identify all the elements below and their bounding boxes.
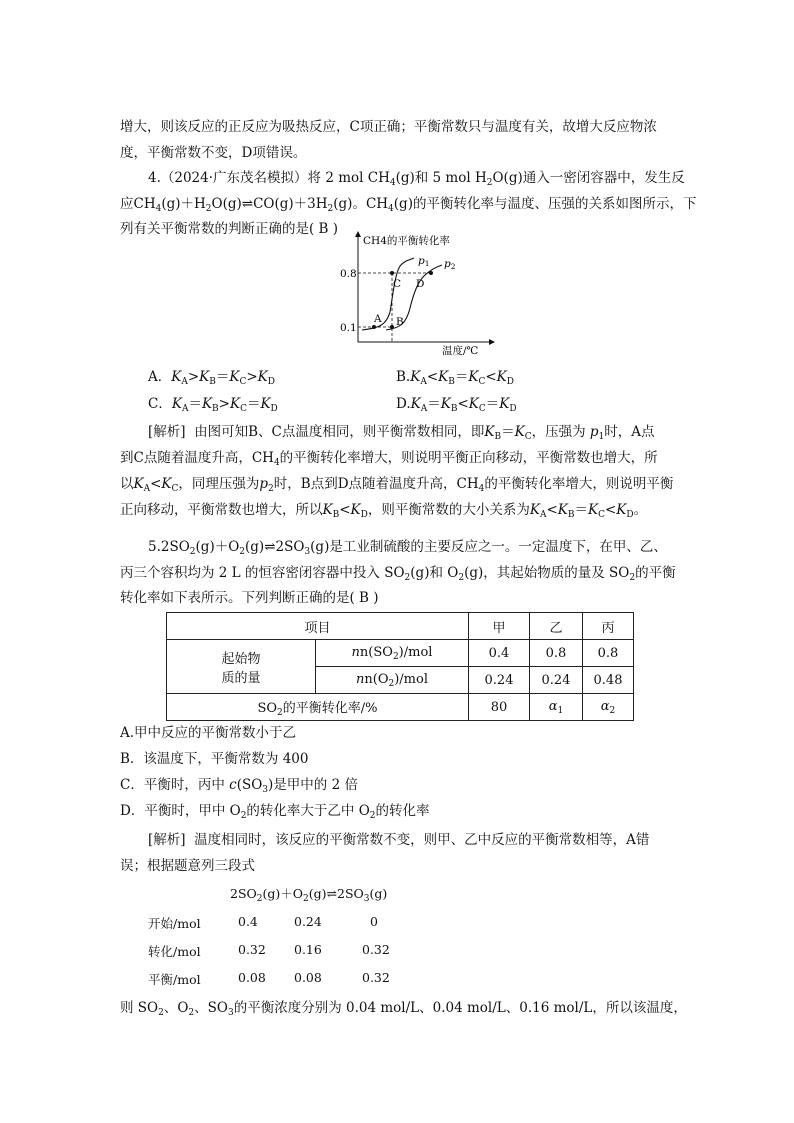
point-label-B: B [396,316,404,328]
table-row [167,640,634,667]
table-cell: $nn(O_2)$/mol [316,667,469,694]
table-header-cell: 乙 [530,613,583,640]
point-A [372,325,376,329]
point-label-C: C [393,278,402,290]
table-cell: 起始物 质的量 [167,640,316,694]
analysis-line: 到C点随着温度升高，$CH_4$的平衡转化率增大，则说明平衡正向移动，平衡常数也增大，所 [120,450,658,468]
question-4-line: 4.（2024·广东茂名模拟）将 2 mol $CH_4(g)$和 5 mol $H_2O(g)$通入一密闭容器中，发生反 [148,170,685,188]
text-line: 增大，则该反应的正反应为吸热反应，C项正确；平衡常数只与温度有关，故增大反应物浓 [120,119,657,135]
table-header-cell: 项目 [167,613,469,640]
row-value: 0.16 [294,942,322,957]
table-header-cell: 甲 [469,613,530,640]
series-label-p2: p2 [444,258,456,271]
row-value: 0.32 [362,970,390,985]
table-cell: $\alpha_1$ [530,694,583,721]
row-value: 0.08 [238,970,266,985]
conversion-chart [330,230,500,360]
question-5-line: 丙三个容积均为 2 L 的恒容密闭容器中投入 $SO_2(g)$和 $O_2(g)$，其起始物质的量及 $SO_2$的平衡 [120,565,676,583]
option-C: C．$K_A=K_B>K_C=K_D$ [148,396,278,414]
row-label: 开始/mol [148,916,201,931]
table-row [167,694,634,721]
table-cell: 0.8 [530,640,583,667]
data-table [166,612,634,721]
row-value: 0.4 [238,914,258,929]
table-header-cell: 丙 [583,613,634,640]
series-label-p1: p1 [418,255,430,268]
analysis-line: 以$K_A<K_C$，同理压强为$p_2$时，B点到D点随着温度升高，$CH_4$的平衡转化率增大，则说明平衡 [120,476,674,494]
x-axis-label: 温度/℃ [442,345,479,357]
point-label-A: A [374,313,382,325]
table-cell: 0.4 [469,640,530,667]
option-C: C．平衡时，丙中 $c(SO_3)$是甲中的 2 倍 [120,777,358,795]
row-value: 0.32 [238,942,266,957]
question-4-line: 应$CH_4(g)+H_2O(g)\rightleftharpoons CO(g)+3H_2(g)$。$CH_4(g)$的平衡转化率与温度、压强的关系如图所示，下 [120,196,697,214]
table-cell: 0.24 [469,667,530,694]
table-row [167,613,634,640]
analysis-line: [解析] 由图可知B、C点温度相同，则平衡常数相同，即$K_B=K_C$，压强为 $p_1$时，A点 [148,424,655,442]
point-D [429,271,433,275]
table-cell: $\alpha_2$ [583,694,634,721]
series-p2-curve [386,265,442,330]
row-value: 0.32 [362,942,390,957]
option-B: B．该温度下，平衡常数为 400 [120,751,309,767]
point-C [390,271,394,275]
y-axis-label: CH4的平衡转化率 [363,235,450,247]
table-cell: 80 [469,694,530,721]
row-value: 0 [370,914,378,929]
question-5-line: $5.2SO_2(g)+O_2(g)\rightleftharpoons 2SO_3(g)$是工业制硫酸的主要反应之一。一定温度下，在甲、乙、 [148,539,667,557]
row-label: 转化/mol [148,944,201,959]
table-cell: $nn(SO_2)$/mol [316,640,469,667]
analysis-line: 则 $SO_2$、$O_2$、$SO_3$的平衡浓度分别为 0.04 mol/L、0.04 mol/L、0.16 mol/L，所以该温度， [120,1000,687,1018]
table-cell: 0.24 [530,667,583,694]
option-D: D．平衡时，甲中 $O_2$的转化率大于乙中 $O_2$的转化率 [120,803,430,821]
option-A: A．$K_A>K_B=K_C>K_D$ [148,369,275,387]
question-4-line: 列有关平衡常数的判断正确的是( B ) [120,221,339,237]
point-label-D: D [416,278,425,290]
row-value: 0.24 [294,914,322,929]
point-B [390,325,394,329]
analysis-line: [解析] 温度相同时，该反应的平衡常数不变，则甲、乙中反应的平衡常数相等，A错 [148,832,650,848]
y-tick-label: 0.8 [340,268,357,280]
text-line: 度，平衡常数不变，D项错误。 [120,145,307,161]
option-B: $B.K_A<K_B=K_C<K_D$ [396,369,514,387]
analysis-line: 正向移动，平衡常数也增大，所以$K_B<K_D$，则平衡常数的大小关系为$K_A<K_B=K_C<K_D$。 [120,502,648,520]
y-tick-label: 0.1 [340,322,357,334]
question-5-line: 转化率如下表所示。下列判断正确的是( B ) [120,590,379,606]
row-label: 平衡/mol [148,972,201,987]
table-cell: 0.8 [583,640,634,667]
row-value: 0.08 [294,970,322,985]
table-cell: $SO_2$的平衡转化率/% [167,694,469,721]
table-cell: 0.48 [583,667,634,694]
three-stage-equation: $2SO_2(g)+O_2(g)\rightleftharpoons 2SO_3(g)$ [230,886,388,904]
option-A: A.甲中反应的平衡常数小于乙 [120,725,297,741]
option-D: $D.K_A=K_B<K_C=K_D$ [396,396,517,414]
analysis-line: 误；根据题意列三段式 [120,858,255,874]
